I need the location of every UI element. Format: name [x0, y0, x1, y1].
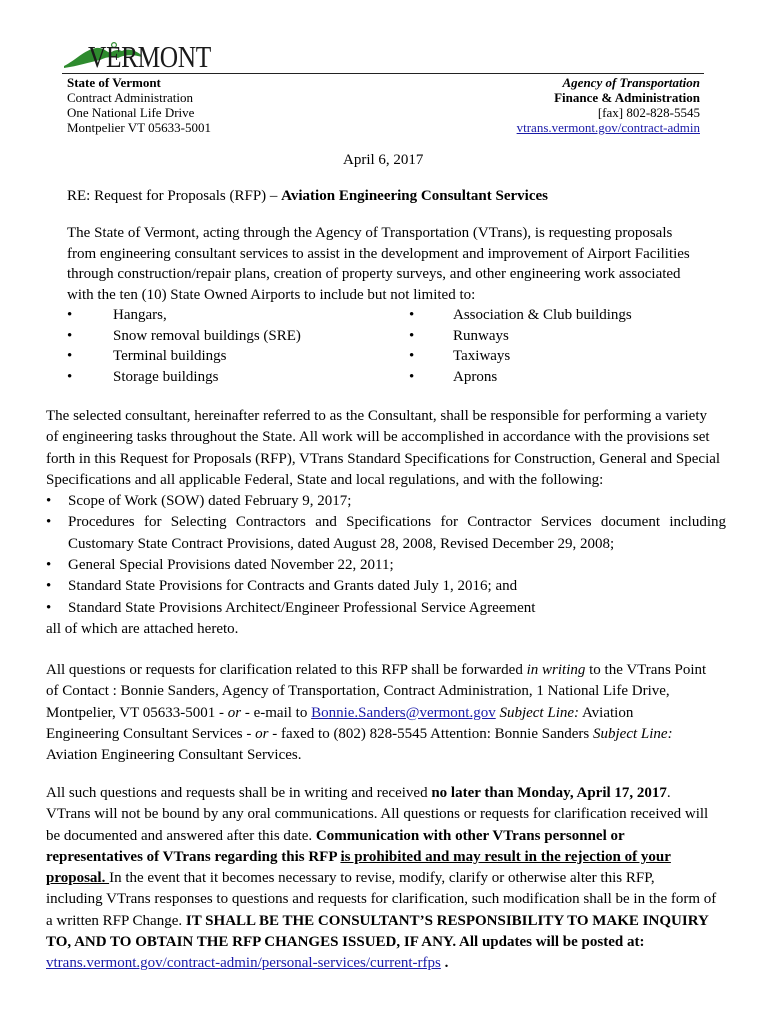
deadline-notice: IT SHALL BE THE CONSULTANT’S RESPONSIBILITY TO MAKE INQUIRY [185, 912, 709, 929]
bullet-icon: • [409, 327, 415, 344]
intro-line: The State of Vermont, acting through the Agency of Transportation (VTrans), is requesting proposals [67, 225, 673, 241]
sender-address-block [67, 75, 211, 135]
bullet-icon: • [67, 368, 73, 385]
deadline-warning-underlined: is prohibited and may result in the rejection of your [340, 848, 671, 865]
deadline-text: including VTrans responses to questions and requests for clarification, such modification shall be in the form of [46, 891, 717, 908]
facility-item [67, 367, 219, 388]
consultant-line: forth in this Request for Proposals (RFP), VTrans Standard Specifications for Construction, General and Special [46, 450, 721, 467]
sender-street: One National Life Drive [67, 105, 195, 120]
facility-item [409, 326, 509, 347]
deadline-text: a written RFP Change. [46, 912, 186, 929]
questions-emphasis: or [227, 704, 242, 721]
letter-date: April 6, 2017 [343, 152, 424, 168]
vermont-logo-wordmark: VERMONT [88, 39, 211, 74]
bullet-icon: • [67, 327, 73, 344]
document-text: Standard State Provisions for Contracts and Grants dated July 1, 2016; and [68, 578, 518, 595]
document-item [46, 576, 726, 597]
deadline-date: no later than Monday, April 17, 2017 [431, 785, 667, 801]
document-text: Standard State Provisions Architect/Engineer Professional Service Agreement [68, 599, 536, 616]
document-item [46, 555, 726, 576]
intro-line: from engineering consultant services to assist in the development and improvement of Airport Facilities [67, 245, 690, 262]
subject-line-label: Subject Line: [593, 725, 673, 742]
facility-label: Terminal buildings [113, 348, 227, 364]
document-item [46, 491, 726, 512]
questions-text: All questions or requests for clarification related to this RFP shall be forwarded [46, 662, 527, 678]
sender-department: Contract Administration [67, 90, 194, 105]
deadline-text: VTrans will not be bound by any oral communications. All questions or requests for clarification received will [46, 806, 709, 823]
subject-title: Aviation Engineering Consultant Services [281, 188, 548, 204]
header-rule [62, 73, 704, 74]
intro-line: through construction/repair plans, creation of property surveys, and other engineering work associated [67, 266, 681, 282]
document-item [46, 512, 726, 555]
deadline-notice: TO, AND TO OBTAIN THE RFP CHANGES ISSUED, IF ANY. All updates will be posted at: [46, 934, 645, 951]
facility-label: Taxiways [453, 348, 511, 364]
questions-text: Aviation Engineering Consultant Services. [46, 747, 302, 764]
consultant-line: of engineering tasks throughout the State. All work will be accomplished in accordance with the provisions set [46, 429, 710, 446]
deadline-text: . [440, 955, 449, 972]
bullet-icon: • [46, 493, 52, 510]
document-item [46, 598, 726, 619]
deadline-text: All such questions and requests shall be in writing and received [46, 785, 432, 801]
sender-name: State of Vermont [67, 75, 161, 90]
bullet-icon: • [67, 307, 73, 323]
facility-item [409, 305, 632, 326]
intro-paragraph [67, 223, 707, 305]
consultant-line: Specifications and all applicable Federal, State and local regulations, and with the following: [46, 471, 604, 488]
document-text: General Special Provisions dated November 22, 2011; [68, 557, 394, 574]
consultant-line: The selected consultant, hereinafter referred to as the Consultant, shall be responsible for performing a variety [46, 408, 708, 424]
facility-label: Association & Club buildings [453, 307, 632, 323]
bullet-icon: • [46, 514, 52, 531]
facility-item [67, 305, 167, 326]
questions-text: to the VTrans Point [585, 662, 707, 678]
facility-label: Runways [453, 327, 509, 344]
questions-emphasis: or [255, 725, 269, 742]
facility-item [67, 326, 301, 347]
questions-text: Engineering Consultant Services - [46, 725, 256, 742]
facility-item [409, 346, 511, 367]
deadline-text: In the event that it becomes necessary to revise, modify, clarify or otherwise alter this RFP, [109, 870, 655, 887]
agency-division: Finance & Administration [554, 90, 700, 105]
facility-item [67, 346, 227, 367]
agency-fax: [fax] 802-828-5545 [597, 105, 700, 120]
bullet-icon: • [409, 307, 415, 323]
attached-note: all of which are attached hereto. [46, 620, 239, 637]
deadline-text: be documented and answered after this date. [46, 827, 316, 844]
deadline-text: . [666, 785, 671, 801]
questions-text: Montpelier, VT 05633-5001 - [46, 704, 228, 721]
agency-block [517, 75, 700, 135]
document-text: Scope of Work (SOW) dated February 9, 2017; [68, 493, 352, 510]
document-list [46, 491, 726, 619]
consultant-paragraph [46, 406, 726, 640]
bullet-icon: • [46, 599, 52, 616]
questions-text: Aviation [579, 704, 634, 721]
facility-label: Aprons [453, 368, 498, 385]
bullet-icon: • [67, 348, 73, 364]
questions-text: - faxed to (802) 828-5545 Attention: Bonnie Sanders [268, 725, 593, 742]
deadline-warning: representatives of VTrans regarding this RFP [46, 848, 341, 865]
document-text: Customary State Contract Provisions, dated August 28, 2008, Revised December 29, 2008; [68, 535, 615, 552]
deadline-warning-underlined: proposal. [46, 870, 110, 887]
facility-bullets-left [67, 305, 301, 387]
facility-label: Snow removal buildings (SRE) [113, 327, 301, 344]
subject-prefix: RE: Request for Proposals (RFP) – [67, 188, 282, 204]
contact-email-link[interactable]: Bonnie.Sanders@vermont.gov [311, 704, 496, 721]
questions-emphasis: in writing [526, 662, 586, 678]
bullet-icon: • [409, 368, 415, 385]
deadline-warning: Communication with other VTrans personnel or [315, 827, 625, 844]
agency-name: Agency of Transportation [562, 75, 700, 90]
questions-paragraph [46, 660, 726, 766]
facility-item [409, 367, 498, 388]
facility-label: Hangars, [113, 307, 167, 323]
agency-website-link[interactable]: vtrans.vermont.gov/contract-admin [516, 120, 700, 135]
intro-line: with the ten (10) State Owned Airports to include but not limited to: [67, 286, 476, 303]
questions-text: - e-mail to [241, 704, 312, 721]
facility-bullets-right [409, 305, 632, 387]
questions-contact-line: of Contact : Bonnie Sanders, Agency of Transportation, Contract Administration, 1 National Life Drive, [46, 683, 670, 700]
sender-city: Montpelier VT 05633-5001 [67, 120, 211, 135]
document-text: Procedures for Selecting Contractors and Specifications for Contractor Services document including [68, 514, 726, 531]
subject-line-label: Subject Line: [495, 704, 580, 721]
bullet-icon: • [409, 348, 415, 364]
bullet-icon: • [46, 557, 52, 574]
subject-line [67, 188, 548, 205]
current-rfps-link[interactable]: vtrans.vermont.gov/contract-admin/personal-services/current-rfps [46, 955, 441, 972]
deadline-paragraph [46, 783, 726, 975]
facility-label: Storage buildings [113, 368, 219, 385]
bullet-icon: • [46, 578, 52, 595]
